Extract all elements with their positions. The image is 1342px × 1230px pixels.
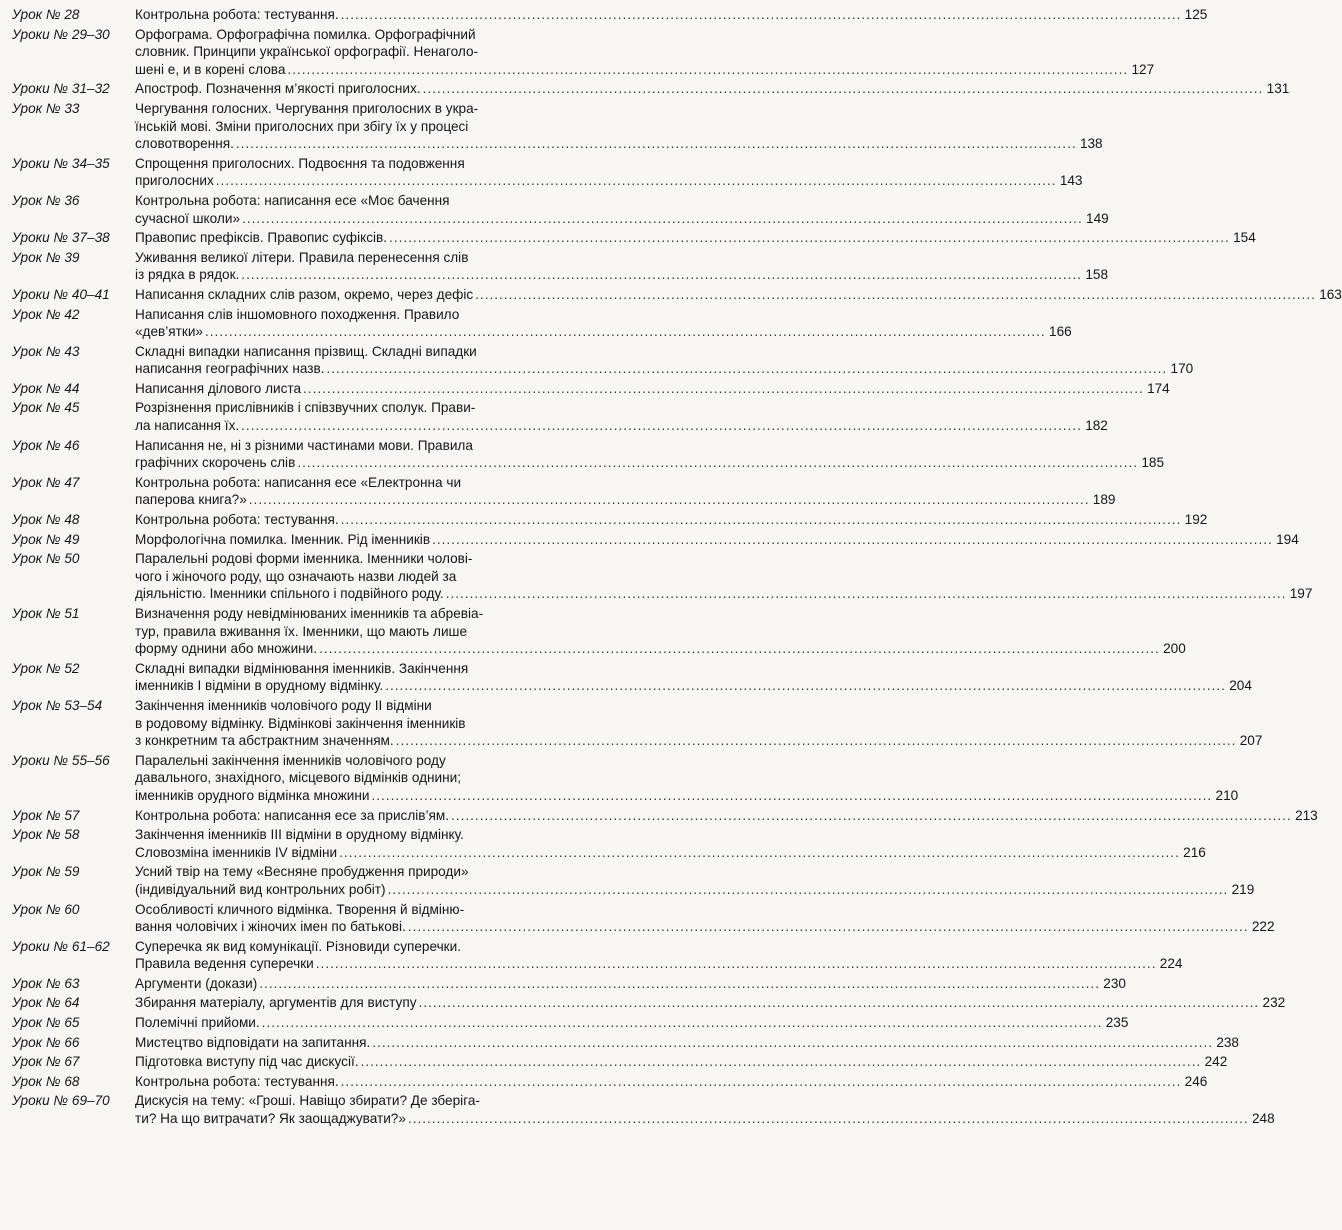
dot-leader xyxy=(389,229,1230,247)
title-line: «дев’ятки» xyxy=(135,324,203,340)
lesson-number: Урок № 46 xyxy=(12,437,80,453)
title-line: Апостроф. Позначення м’якості приголосних. xyxy=(135,81,421,97)
page-number: 219 xyxy=(1231,881,1255,897)
toc-entry xyxy=(12,1073,1208,1091)
dot-leader xyxy=(316,955,1157,973)
lesson-title xyxy=(135,249,1108,284)
title-line: Полемічні прийоми. xyxy=(135,1015,260,1031)
title-line: Збирання матеріалу, аргументів для виступу xyxy=(135,995,417,1011)
dot-leader xyxy=(361,1053,1202,1071)
dot-leader xyxy=(341,511,1182,529)
title-line: сучасної школи» xyxy=(135,210,241,226)
title-line: Контрольна робота: написання есе «Електронна чи xyxy=(135,474,462,490)
page-number: 163 xyxy=(1319,286,1342,302)
page-number: 197 xyxy=(1289,586,1313,602)
lesson-title xyxy=(135,697,1262,750)
lesson-number: Урок № 51 xyxy=(12,606,80,621)
page-number: 210 xyxy=(1215,787,1239,803)
toc-entry xyxy=(12,826,1206,861)
lesson-title xyxy=(135,80,1289,98)
lesson-title xyxy=(135,286,1342,304)
lesson-number: Уроки № 40–41 xyxy=(12,286,110,302)
title-line: Складні випадки написання прізвищ. Складні випадки xyxy=(135,343,477,359)
lesson-title xyxy=(135,807,1318,825)
title-line: форму однини або множини. xyxy=(135,641,318,657)
page-number: 192 xyxy=(1184,512,1208,528)
dot-leader xyxy=(372,1034,1213,1052)
page-number: 235 xyxy=(1105,1015,1129,1031)
lesson-title xyxy=(135,975,1126,993)
page-number: 125 xyxy=(1184,7,1208,22)
dot-leader xyxy=(408,918,1249,936)
page-number: 154 xyxy=(1233,230,1256,246)
title-line: Контрольна робота: тестування. xyxy=(135,512,339,528)
title-line: Суперечка як вид комунікації. Різновиди суперечки. xyxy=(135,938,461,954)
title-line: Мистецтво відповідати на запитання. xyxy=(135,1034,371,1050)
dot-leader xyxy=(341,6,1182,24)
dot-leader xyxy=(396,732,1237,750)
title-line: в родовому відмінку. Відмінкові закінчення іменників xyxy=(135,715,466,731)
lesson-number: Урок № 67 xyxy=(12,1054,80,1070)
page-number: 127 xyxy=(1131,61,1155,77)
title-line: Аргументи (докази) xyxy=(135,975,258,991)
toc-entry xyxy=(12,6,1208,24)
lesson-title xyxy=(135,511,1207,529)
lesson-title xyxy=(135,1014,1128,1032)
dot-leader xyxy=(385,677,1226,695)
lesson-number: Уроки № 69–70 xyxy=(12,1093,110,1109)
toc-entry xyxy=(12,1092,1275,1127)
dot-leader xyxy=(475,286,1316,304)
dot-leader xyxy=(241,417,1082,435)
lesson-number: Урок № 39 xyxy=(12,249,80,265)
lesson-number: Урок № 43 xyxy=(12,343,80,359)
lesson-number: Урок № 52 xyxy=(12,660,80,676)
page-number: 242 xyxy=(1204,1054,1228,1070)
lesson-title xyxy=(135,474,1115,509)
lesson-title xyxy=(135,155,1083,190)
dot-leader xyxy=(408,1110,1249,1128)
page-number: 189 xyxy=(1092,492,1116,508)
title-line: приголосних xyxy=(135,173,214,189)
title-line: Закінчення іменників чоловічого роду ІІ відміни xyxy=(135,697,432,713)
page-number: 246 xyxy=(1184,1073,1208,1089)
dot-leader xyxy=(319,640,1160,658)
title-line: Написання слів іншомовного походження. Правило xyxy=(135,306,460,322)
title-line: Правила ведення суперечки xyxy=(135,956,314,972)
lesson-number: Уроки № 34–35 xyxy=(12,155,110,171)
lesson-number: Урок № 63 xyxy=(12,975,80,991)
dot-leader xyxy=(327,360,1168,378)
page-number: 166 xyxy=(1049,324,1072,340)
lesson-title xyxy=(135,1073,1207,1091)
title-line: Контрольна робота: тестування. xyxy=(135,7,339,22)
lesson-title xyxy=(135,192,1109,227)
title-line: Написання не, ні з різними частинами мови. Правила xyxy=(135,437,473,453)
dot-leader xyxy=(339,844,1180,862)
dot-leader xyxy=(262,1014,1103,1032)
dot-leader xyxy=(303,380,1144,398)
lesson-number: Урок № 47 xyxy=(12,474,80,490)
lesson-title xyxy=(135,100,1103,153)
title-line: Написання складних слів разом, окремо, через дефіс xyxy=(135,286,474,302)
page-number: 248 xyxy=(1251,1111,1275,1127)
toc-entry xyxy=(12,697,1263,750)
page-number: 200 xyxy=(1163,641,1186,657)
dot-leader xyxy=(419,994,1260,1012)
lesson-title xyxy=(135,306,1072,341)
lesson-number: Урок № 60 xyxy=(12,901,80,917)
lesson-number: Уроки № 31–32 xyxy=(12,81,110,97)
lesson-title xyxy=(135,752,1238,805)
lesson-number: Урок № 59 xyxy=(12,864,80,880)
title-line: шені е, и в корені слова xyxy=(135,61,286,77)
page-number: 232 xyxy=(1262,995,1286,1011)
page-number: 182 xyxy=(1085,418,1108,434)
lesson-number: Урок № 58 xyxy=(12,827,80,843)
title-line: тур, правила вживання їх. Іменники, що мають лише xyxy=(135,623,467,639)
lesson-number: Уроки № 55–56 xyxy=(12,752,110,768)
title-line: Закінчення іменників ІІІ відміни в орудному відмінку. xyxy=(135,827,464,843)
title-line: Написання ділового листа xyxy=(135,380,302,396)
lesson-title xyxy=(135,399,1108,434)
title-line: чого і жіночого роду, що означають назви людей за xyxy=(135,568,457,584)
page-number: 138 xyxy=(1079,136,1103,152)
dot-leader xyxy=(341,1073,1182,1091)
toc-entry xyxy=(12,531,1299,549)
title-line: Контрольна робота: написання есе «Моє бачення xyxy=(135,192,450,208)
title-line: ти? На що витрачати? Як заощаджувати?» xyxy=(135,1111,406,1127)
lesson-title xyxy=(135,1092,1275,1127)
lesson-title xyxy=(135,994,1285,1012)
toc-entry xyxy=(12,863,1255,898)
title-line: Чергування голосних. Чергування приголосних в укра- xyxy=(135,100,479,116)
dot-leader xyxy=(432,531,1273,549)
page-number: 238 xyxy=(1216,1034,1239,1050)
title-line: написання географічних назв. xyxy=(135,361,325,377)
title-line: Словозміна іменників IV відміни xyxy=(135,844,338,860)
dot-leader xyxy=(205,323,1046,341)
title-line: діяльністю. Іменники спільного і подвійного роду. xyxy=(135,586,444,602)
toc-entry xyxy=(12,306,1072,341)
title-line: Орфограма. Орфографічна помилка. Орфографічний xyxy=(135,26,476,42)
lesson-number: Урок № 44 xyxy=(12,380,80,396)
lesson-number: Уроки № 37–38 xyxy=(12,230,110,246)
title-line: з конкретним та абстрактним значенням. xyxy=(135,733,394,749)
toc-entry xyxy=(12,380,1170,398)
title-line: їнській мові. Зміни приголосних при збігу їх у процесі xyxy=(135,118,469,134)
page-number: 216 xyxy=(1183,844,1206,860)
title-line: Морфологічна помилка. Іменник. Рід іменників xyxy=(135,531,431,547)
lesson-number: Урок № 57 xyxy=(12,807,80,823)
title-line: Підготовка виступу під час дискусії. xyxy=(135,1054,359,1070)
toc-entry xyxy=(12,229,1256,247)
lesson-number: Уроки № 61–62 xyxy=(12,938,110,954)
lesson-number: Урок № 49 xyxy=(12,531,80,547)
lesson-title xyxy=(135,380,1170,398)
title-line: Правопис префіксів. Правопис суфіксів. xyxy=(135,230,388,246)
title-line: Розрізнення прислівників і співзвучних сполук. Прави- xyxy=(135,400,476,416)
title-line: Визначення роду невідмінюваних іменників та абревіа- xyxy=(135,606,484,621)
title-line: Усний твір на тему «Весняне пробудження природи» xyxy=(135,864,469,880)
title-line: із рядка в рядок. xyxy=(135,267,240,283)
toc-entry xyxy=(12,80,1290,98)
lesson-number: Уроки № 29–30 xyxy=(12,26,110,42)
dot-leader xyxy=(216,172,1057,190)
toc-entry xyxy=(12,975,1126,993)
title-line: Контрольна робота: написання есе за прислів’ям. xyxy=(135,807,450,823)
toc-entry xyxy=(12,192,1109,227)
page-number: 224 xyxy=(1159,956,1183,972)
title-line: графічних скорочень слів xyxy=(135,455,296,471)
toc-entry xyxy=(12,399,1108,434)
page-number: 230 xyxy=(1103,975,1126,991)
title-line: ла написання їх. xyxy=(135,418,240,434)
title-line: вання чоловічих і жіночих імен по батькові. xyxy=(135,919,406,935)
page-number: 204 xyxy=(1229,678,1252,694)
lesson-title xyxy=(135,26,1154,79)
lesson-number: Урок № 45 xyxy=(12,400,80,416)
page-number: 194 xyxy=(1276,531,1299,547)
title-line: іменників орудного відмінка множини xyxy=(135,787,370,803)
lesson-title xyxy=(135,229,1256,247)
page-number: 158 xyxy=(1085,267,1109,283)
page-number: 143 xyxy=(1059,173,1083,189)
lesson-title xyxy=(135,531,1299,549)
toc-entry xyxy=(12,994,1286,1012)
page-number: 170 xyxy=(1170,361,1194,377)
lesson-number: Урок № 64 xyxy=(12,995,80,1011)
title-line: Паралельні родові форми іменника. Іменники чолові- xyxy=(135,551,473,567)
title-line: Дискусія на тему: «Гроші. Навіщо збирати? Де зберіга- xyxy=(135,1093,480,1109)
toc-entry xyxy=(12,155,1083,190)
toc-entry xyxy=(12,550,1313,603)
page-number: 207 xyxy=(1239,733,1263,749)
title-line: давального, знахідного, місцевого відмінків однини; xyxy=(135,770,462,786)
lesson-title xyxy=(135,826,1206,861)
dot-leader xyxy=(242,210,1083,228)
lesson-title xyxy=(135,437,1164,472)
toc-entry xyxy=(12,660,1252,695)
toc-entry xyxy=(12,1053,1228,1071)
lesson-number: Урок № 65 xyxy=(12,1015,80,1031)
title-line: іменників І відміни в орудному відмінку. xyxy=(135,678,384,694)
dot-leader xyxy=(446,585,1287,603)
toc-entry xyxy=(12,752,1239,805)
toc-entry xyxy=(12,286,1342,304)
lesson-number: Урок № 42 xyxy=(12,306,80,322)
dot-leader xyxy=(388,881,1229,899)
lesson-number: Урок № 33 xyxy=(12,100,80,116)
page-number: 185 xyxy=(1141,455,1165,471)
page-number: 222 xyxy=(1251,919,1275,935)
title-line: словник. Принципи української орфографії. Ненаголо- xyxy=(135,44,479,60)
title-line: Спрощення приголосних. Подвоєння та подовження xyxy=(135,155,465,171)
toc-entry xyxy=(12,807,1318,825)
title-line: Уживання великої літери. Правила перенесення слів xyxy=(135,249,469,265)
title-line: (індивідуальний вид контрольних робіт) xyxy=(135,881,386,897)
lesson-title xyxy=(135,605,1186,658)
dot-leader xyxy=(451,807,1292,825)
toc-entry xyxy=(12,26,1155,79)
lesson-number: Урок № 28 xyxy=(12,7,80,22)
page-number: 174 xyxy=(1147,380,1170,396)
title-line: Складні випадки відмінювання іменників. Закінчення xyxy=(135,660,469,676)
lesson-title xyxy=(135,901,1275,936)
title-line: паперова книга?» xyxy=(135,492,247,508)
toc-entry xyxy=(12,343,1194,378)
toc-entry xyxy=(12,437,1165,472)
lesson-number: Урок № 48 xyxy=(12,512,80,528)
toc-entry xyxy=(12,1014,1129,1032)
toc-entry xyxy=(12,938,1183,973)
toc-entry xyxy=(12,1034,1239,1052)
lesson-title xyxy=(135,6,1207,24)
dot-leader xyxy=(249,491,1090,509)
dot-leader xyxy=(287,61,1128,79)
lesson-title xyxy=(135,938,1182,973)
lesson-number: Урок № 68 xyxy=(12,1073,80,1089)
page-number: 149 xyxy=(1086,210,1109,226)
dot-leader xyxy=(241,266,1082,284)
toc-entry xyxy=(12,605,1186,658)
lesson-number: Урок № 36 xyxy=(12,192,80,208)
lesson-title xyxy=(135,343,1193,378)
toc-entry xyxy=(12,100,1103,153)
dot-leader xyxy=(372,787,1213,805)
lesson-title xyxy=(135,1034,1239,1052)
lesson-title xyxy=(135,550,1312,603)
lesson-title xyxy=(135,660,1252,695)
toc-entry xyxy=(12,474,1116,509)
lesson-number: Урок № 66 xyxy=(12,1034,80,1050)
title-line: Контрольна робота: тестування. xyxy=(135,1073,339,1089)
toc-entry xyxy=(12,249,1109,284)
lesson-number: Урок № 53–54 xyxy=(12,697,103,713)
toc-entry xyxy=(12,901,1275,936)
lesson-number: Урок № 50 xyxy=(12,551,80,567)
toc-entry xyxy=(12,511,1208,529)
title-line: Особливості кличного відмінка. Творення й відміню- xyxy=(135,901,465,917)
page-number: 213 xyxy=(1295,807,1318,823)
page-number: 131 xyxy=(1266,81,1290,97)
lesson-title xyxy=(135,863,1254,898)
title-line: словотворення. xyxy=(135,136,234,152)
dot-leader xyxy=(297,454,1138,472)
dot-leader xyxy=(423,80,1264,98)
lesson-title xyxy=(135,1053,1227,1071)
title-line: Паралельні закінчення іменників чоловічого роду xyxy=(135,752,446,768)
dot-leader xyxy=(259,975,1100,993)
dot-leader xyxy=(236,135,1077,153)
